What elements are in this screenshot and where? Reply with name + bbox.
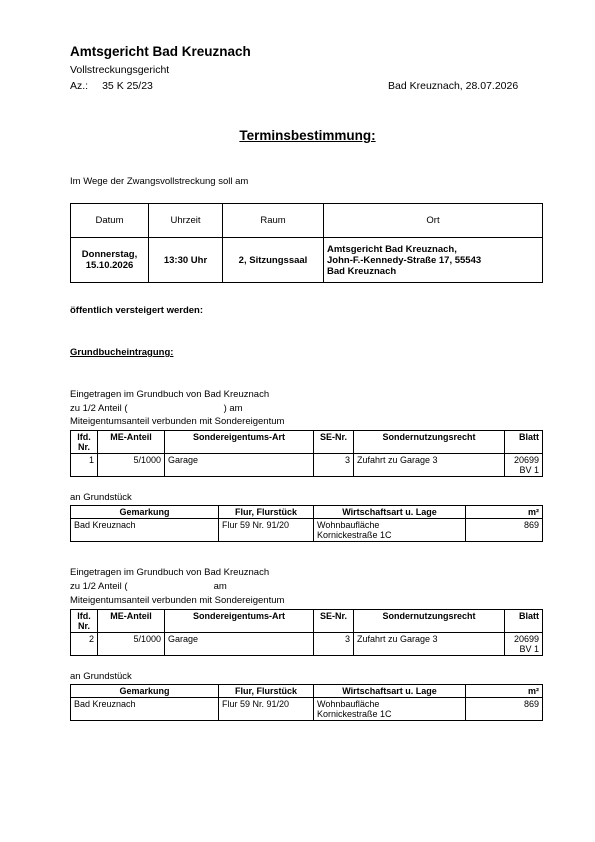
termin-time: 13:30 Uhr bbox=[149, 238, 223, 283]
se-header-nr: lfd. Nr. bbox=[71, 610, 98, 633]
g-cell-wirtschaftsart bbox=[314, 519, 466, 542]
case-number-label: Az.: bbox=[70, 80, 89, 92]
se-header-me: ME-Anteil bbox=[98, 431, 165, 454]
se-header-senr: SE-Nr. bbox=[314, 610, 354, 633]
se-cell-snr: Zufahrt zu Garage 3 bbox=[354, 633, 505, 656]
g-wirt-line1: Wohnbaufläche bbox=[317, 699, 380, 709]
g-cell-m2: 869 bbox=[466, 698, 543, 721]
termin-room: 2, Sitzungssaal bbox=[223, 238, 324, 283]
entry-2-grundstueck-table bbox=[70, 684, 543, 721]
se-header-blatt: Blatt bbox=[505, 610, 543, 633]
se-cell-blatt bbox=[505, 454, 543, 477]
table-row bbox=[71, 698, 543, 721]
g-header-m2: m² bbox=[466, 506, 543, 519]
versteigert-text: öffentlich versteigert werden: bbox=[70, 305, 204, 316]
entry-1-anteil-suffix: ) am bbox=[223, 403, 243, 414]
se-cell-me: 5/1000 bbox=[98, 633, 165, 656]
g-cell-wirtschaftsart bbox=[314, 698, 466, 721]
se-header-art: Sondereigentums-Art bbox=[165, 431, 314, 454]
entry-2-line2 bbox=[70, 581, 227, 592]
entry-1-sondereigentum-table bbox=[70, 430, 543, 477]
termin-location-line1: Amtsgericht Bad Kreuznach, bbox=[327, 243, 457, 255]
se-header-snr: Sondernutzungsrecht bbox=[354, 431, 505, 454]
intro-text: Im Wege der Zwangsvollstreckung soll am bbox=[70, 176, 249, 187]
entry-1-anteil-label: zu 1/2 Anteil ( bbox=[70, 403, 128, 414]
entry-1-line3: Miteigentumsanteil verbunden mit Sondereigentum bbox=[70, 416, 285, 427]
g-wirt-line2: Kornickestraße 1C bbox=[317, 530, 392, 540]
se-cell-nr: 1 bbox=[71, 454, 98, 477]
se-cell-snr: Zufahrt zu Garage 3 bbox=[354, 454, 505, 477]
termin-table bbox=[70, 203, 543, 283]
se-header-blatt: Blatt bbox=[505, 431, 543, 454]
se-cell-blatt bbox=[505, 633, 543, 656]
se-blatt-bv: BV 1 bbox=[519, 644, 539, 654]
se-header-nr: lfd. Nr. bbox=[71, 431, 98, 454]
entry-1-line2 bbox=[70, 403, 243, 414]
termin-header-ort: Ort bbox=[324, 204, 543, 238]
termin-date bbox=[71, 238, 149, 283]
termin-header-datum: Datum bbox=[71, 204, 149, 238]
g-header-flur: Flur, Flurstück bbox=[219, 685, 314, 698]
case-number bbox=[70, 80, 153, 92]
g-header-gemarkung: Gemarkung bbox=[71, 685, 219, 698]
entry-2-line3: Miteigentumsanteil verbunden mit Sondereigentum bbox=[70, 595, 285, 606]
court-name: Amtsgericht Bad Kreuznach bbox=[70, 44, 251, 59]
g-wirt-line1: Wohnbaufläche bbox=[317, 520, 380, 530]
se-blatt-bv: BV 1 bbox=[519, 465, 539, 475]
department: Vollstreckungsgericht bbox=[70, 64, 170, 76]
g-header-flur: Flur, Flurstück bbox=[219, 506, 314, 519]
termin-header-raum: Raum bbox=[223, 204, 324, 238]
table-row bbox=[71, 454, 543, 477]
termin-header-uhrzeit: Uhrzeit bbox=[149, 204, 223, 238]
se-header-senr: SE-Nr. bbox=[314, 431, 354, 454]
se-cell-me: 5/1000 bbox=[98, 454, 165, 477]
se-cell-senr: 3 bbox=[314, 454, 354, 477]
se-blatt-number: 20699 bbox=[513, 634, 539, 644]
g-cell-gemarkung: Bad Kreuznach bbox=[71, 519, 219, 542]
se-cell-nr: 2 bbox=[71, 633, 98, 656]
table-row bbox=[71, 633, 543, 656]
entry-2-anteil-label: zu 1/2 Anteil ( bbox=[70, 581, 128, 592]
entry-2-sondereigentum-table bbox=[70, 609, 543, 656]
document-title: Terminsbestimmung: bbox=[239, 128, 376, 143]
entry-1-grundstueck-table bbox=[70, 505, 543, 542]
g-cell-flur: Flur 59 Nr. 91/20 bbox=[219, 698, 314, 721]
g-header-m2: m² bbox=[466, 685, 543, 698]
se-blatt-number: 20699 bbox=[513, 455, 539, 465]
g-header-gemarkung: Gemarkung bbox=[71, 506, 219, 519]
g-cell-flur: Flur 59 Nr. 91/20 bbox=[219, 519, 314, 542]
se-header-snr: Sondernutzungsrecht bbox=[354, 610, 505, 633]
termin-weekday: Donnerstag, bbox=[81, 249, 138, 260]
termin-date-value: 15.10.2026 bbox=[85, 260, 134, 271]
termin-location-line2: John-F.-Kennedy-Straße 17, 55543 bbox=[327, 254, 482, 266]
case-number-value: 35 K 25/23 bbox=[102, 80, 153, 92]
se-cell-art: Garage bbox=[165, 633, 314, 656]
se-header-art: Sondereigentums-Art bbox=[165, 610, 314, 633]
g-header-wirtschaftsart: Wirtschaftsart u. Lage bbox=[314, 506, 466, 519]
g-header-wirtschaftsart: Wirtschaftsart u. Lage bbox=[314, 685, 466, 698]
table-row bbox=[71, 519, 543, 542]
g-wirt-line2: Kornickestraße 1C bbox=[317, 709, 392, 719]
se-cell-senr: 3 bbox=[314, 633, 354, 656]
g-cell-gemarkung: Bad Kreuznach bbox=[71, 698, 219, 721]
termin-location bbox=[324, 238, 543, 283]
grundbuch-heading: Grundbucheintragung: bbox=[70, 347, 174, 358]
entry-2-an-grundstueck: an Grundstück bbox=[70, 671, 132, 682]
g-cell-m2: 869 bbox=[466, 519, 543, 542]
place-date: Bad Kreuznach, 28.07.2026 bbox=[388, 80, 519, 92]
entry-2-line1: Eingetragen im Grundbuch von Bad Kreuznach bbox=[70, 567, 270, 578]
se-header-me: ME-Anteil bbox=[98, 610, 165, 633]
termin-location-line3: Bad Kreuznach bbox=[327, 265, 397, 277]
entry-1-line1: Eingetragen im Grundbuch von Bad Kreuznach bbox=[70, 389, 270, 400]
se-cell-art: Garage bbox=[165, 454, 314, 477]
entry-2-anteil-suffix: am bbox=[213, 581, 227, 592]
entry-1-an-grundstueck: an Grundstück bbox=[70, 492, 132, 503]
